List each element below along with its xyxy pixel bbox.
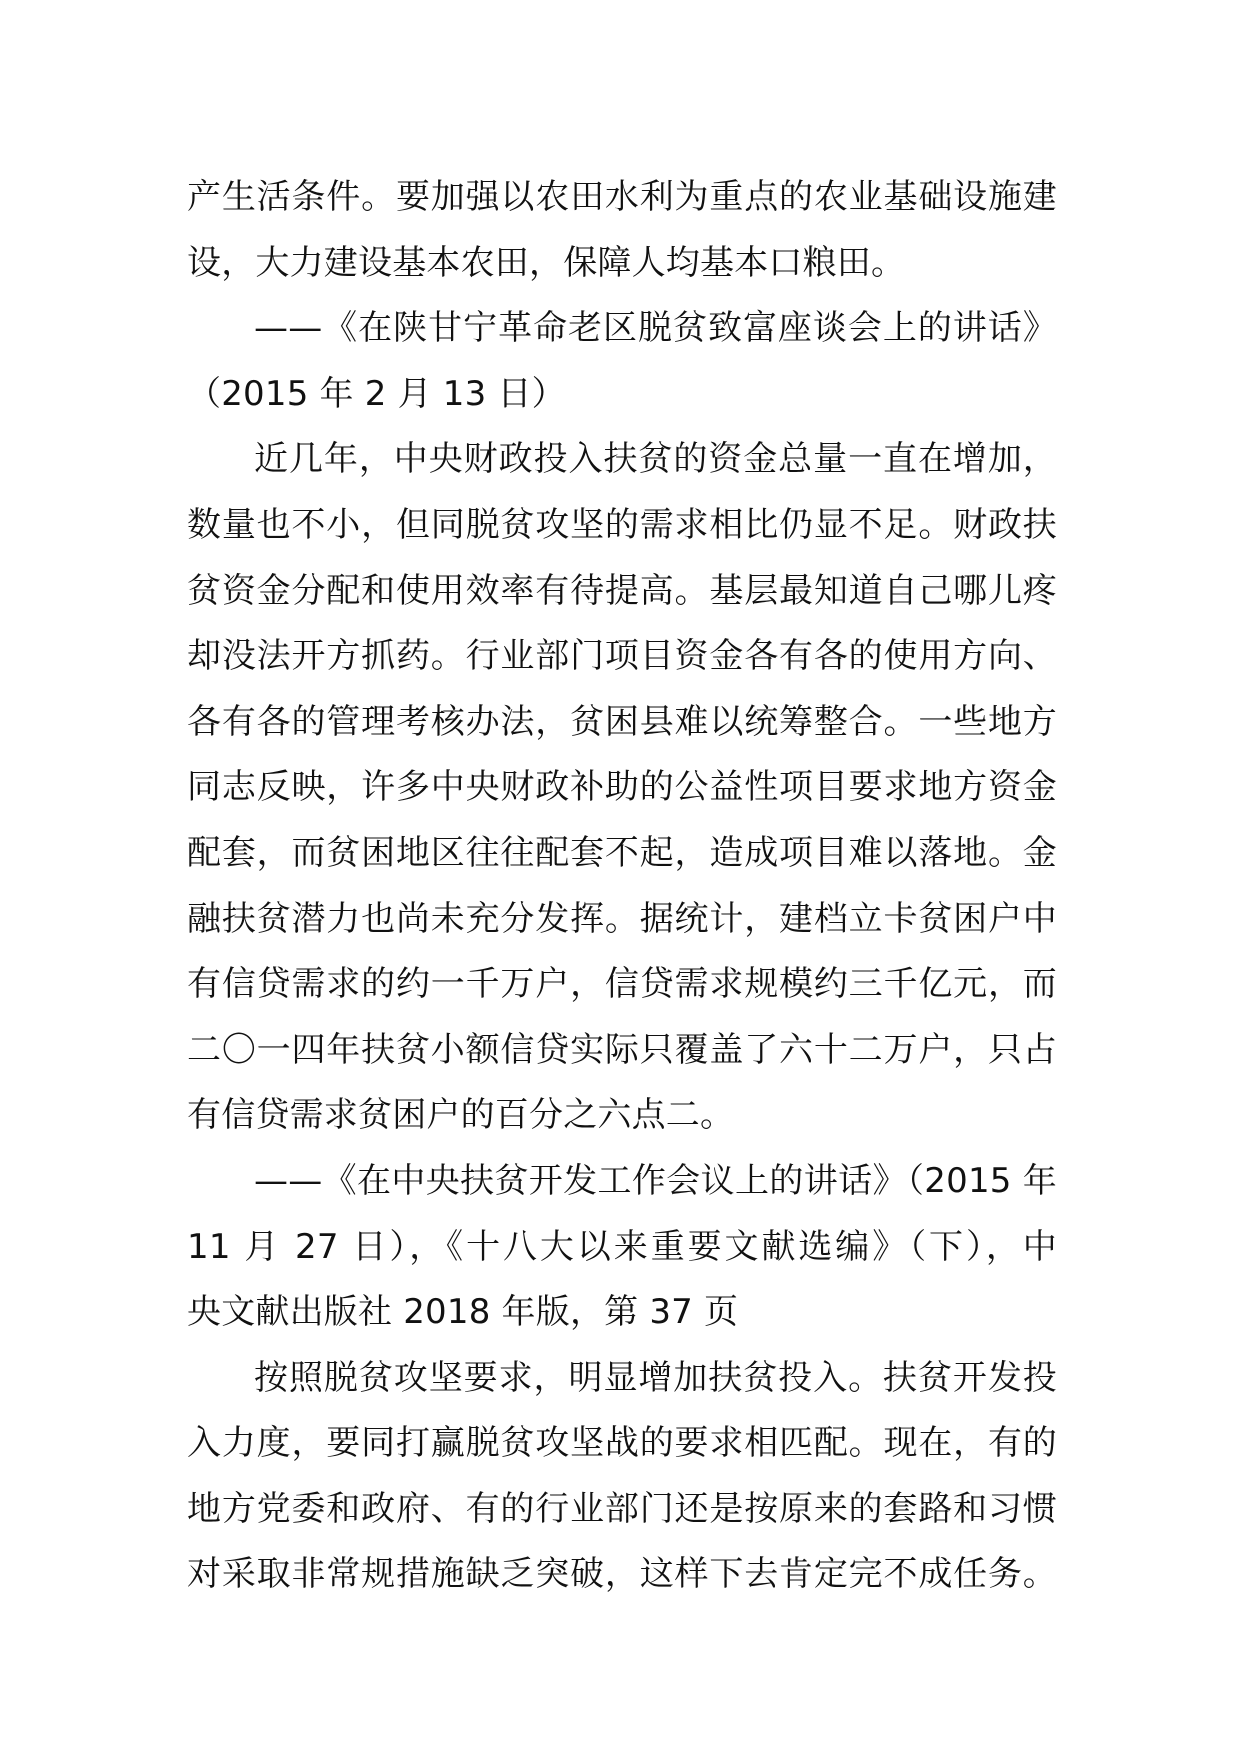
text-line: 入力度，要同打赢脱贫攻坚战的要求相匹配。现在，有的: [187, 1423, 1057, 1464]
text-line: 融扶贫潜力也尚未充分发挥。据统计，建档立卡贫困户中: [187, 898, 1057, 939]
text-line: 二〇一四年扶贫小额信贷实际只覆盖了六十二万户，只占: [187, 1029, 1057, 1070]
text-line: 对采取非常规措施缺乏突破，这样下去肯定完不成任务。: [187, 1554, 1057, 1595]
citation-line: ——《在陕甘宁革命老区脱贫致富座谈会上的讲话》: [254, 308, 1057, 349]
paragraph-start-line: 近几年，中央财政投入扶贫的资金总量一直在增加，: [254, 439, 1057, 480]
citation-line: 11 月 27 日），《十八大以来重要文献选编》（下），中: [187, 1226, 1057, 1267]
text-line: 却没法开方抓药。行业部门项目资金各有各的使用方向、: [187, 636, 1057, 677]
body-text: [187, 165, 1057, 1608]
text-line: 贫资金分配和使用效率有待提高。基层最知道自己哪儿疼: [187, 570, 1057, 611]
text-line: 有信贷需求的约一千万户，信贷需求规模约三千亿元，而: [187, 964, 1057, 1005]
citation-line: 央文献出版社 2018 年版，第 37 页: [187, 1292, 739, 1333]
text-line: 各有各的管理考核办法，贫困县难以统筹整合。一些地方: [187, 701, 1057, 742]
citation-line: ——《在中央扶贫开发工作会议上的讲话》（2015 年: [254, 1160, 1057, 1201]
text-line: 有信贷需求贫困户的百分之六点二。: [187, 1095, 735, 1136]
text-line: 同志反映，许多中央财政补助的公益性项目要求地方资金: [187, 767, 1057, 808]
text-line: 配套，而贫困地区往往配套不起，造成项目难以落地。金: [187, 832, 1057, 873]
text-line: 地方党委和政府、有的行业部门还是按原来的套路和习惯: [187, 1488, 1057, 1529]
text-line: 数量也不小，但同脱贫攻坚的需求相比仍显不足。财政扶: [187, 504, 1057, 545]
text-line: 产生活条件。要加强以农田水利为重点的农业基础设施建: [187, 177, 1057, 217]
text-line: 设，大力建设基本农田，保障人均基本口粮田。: [187, 242, 906, 283]
citation-date-line: （2015 年 2 月 13 日）: [187, 373, 566, 414]
paragraph-start-line: 按照脱贫攻坚要求，明显增加扶贫投入。扶贫开发投: [254, 1357, 1057, 1398]
